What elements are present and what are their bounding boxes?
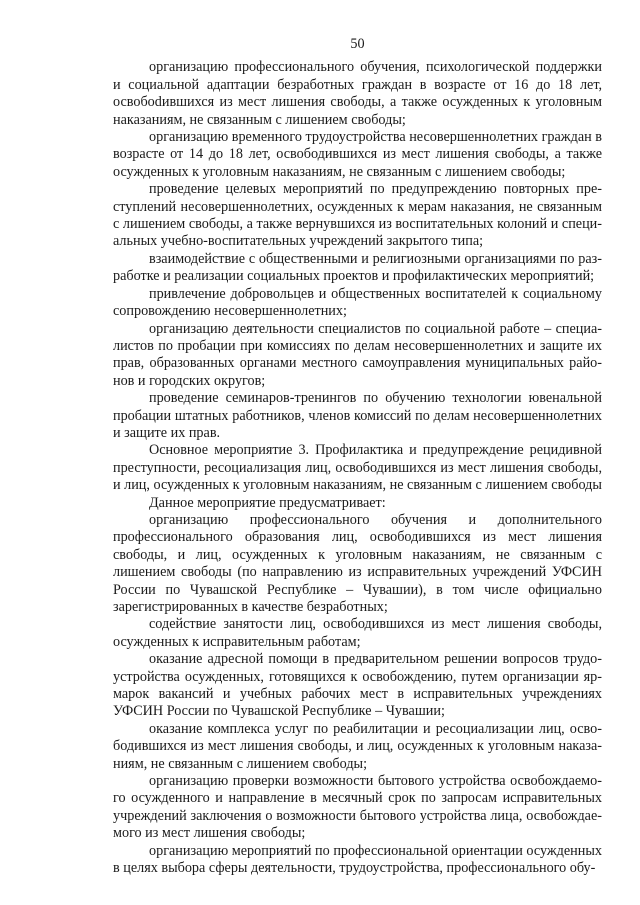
paragraph: организацию профессионального обучения, психологической поддержки и социальной адаптации безработных граждан в возрасте от 16 до 18 лет, освобоdившихся из мест лишения свободы, а также осужденных к уголовным наказаниям, не связанным с лишением свободы;: [113, 59, 602, 128]
paragraph: оказание адресной помощи в предварительном решении вопросов трудоустройства осужденных, готовящихся к освобождению, путем организации ярмарок вакансий и учебных рабочих мест в исправительных учреждениях УФСИН России по Чувашской Республике – Чувашии;: [113, 651, 602, 720]
paragraph: взаимодействие с общественными и религиозными организациями по разработке и реализации социальных проектов и профилактических мероприятий;: [113, 250, 602, 285]
paragraph: организацию проверки возможности бытового устройства освобождаемого осужденного и направление в месячный срок по запросам исправительных учреждений заключения о возможности бытового устройства лица, освобождаемого из мест лишения свободы;: [113, 773, 602, 842]
paragraph: организацию деятельности специалистов по социальной работе – специалистов по пробации при комиссиях по делам несовершеннолетних и защите их прав, образованных органами местного самоуправления муниципальных районов и городских округов;: [113, 320, 602, 389]
paragraph: организацию мероприятий по профессиональной ориентации осужденных в целях выбора сферы деятельности, трудоустройства, профессионального обу-: [113, 842, 602, 877]
paragraph: содействие занятости лиц, освободившихся из мест лишения свободы, осужденных к исправительным работам;: [113, 616, 602, 650]
page-number: 50: [350, 36, 365, 52]
section-heading-paragraph: Основное мероприятие 3. Профилактика и предупреждение рецидивной преступности, ресоциализация лиц, освободившихся из мест лишения свободы, и лиц, осужденных к уголовным наказаниям, не связанным с лишением свободы: [113, 442, 602, 494]
paragraph: оказание комплекса услуг по реабилитации и ресоциализации лиц, освободившихся из мест лишения свободы, и лиц, осужденных к уголовным наказаниям, не связанным с лишением свободы;: [113, 720, 602, 772]
paragraph: организацию профессионального обучения и дополнительного профессионального образования лиц, освободившихся из мест лишения свободы, и лиц, осужденных к уголовным наказаниям, не связанным с лишением свободы (по направлению из исправительных учреждений УФСИН России по Чувашской Республике – Чувашии), в том числе официально зарегистрированных в качестве безработных;: [113, 511, 602, 615]
paragraph: организацию временного трудоустройства несовершеннолетних граждан в возрасте от 14 до 18 лет, освободившихся из мест лишения свободы, а также осужденных к уголовным наказаниям, не связанным с лишением свободы;: [113, 129, 602, 180]
paragraph: привлечение добровольцев и общественных воспитателей к социальному сопровождению несовершеннолетних;: [113, 285, 602, 320]
paragraph: проведение семинаров-тренингов по обучению технологии ювенальной пробации штатных работников, членов комиссий по делам несовершеннолетних и защите их прав.: [113, 390, 602, 441]
paragraph: проведение целевых мероприятий по предупреждению повторных преступлений несовершеннолетних, осужденных к мерам наказания, не связанным с лишением свободы, а также вернувшихся из воспитательных колоний и специальных учебно-воспитательных учреждений закрытого типа;: [113, 181, 602, 250]
paragraph: Данное мероприятие предусматривает:: [149, 494, 386, 511]
